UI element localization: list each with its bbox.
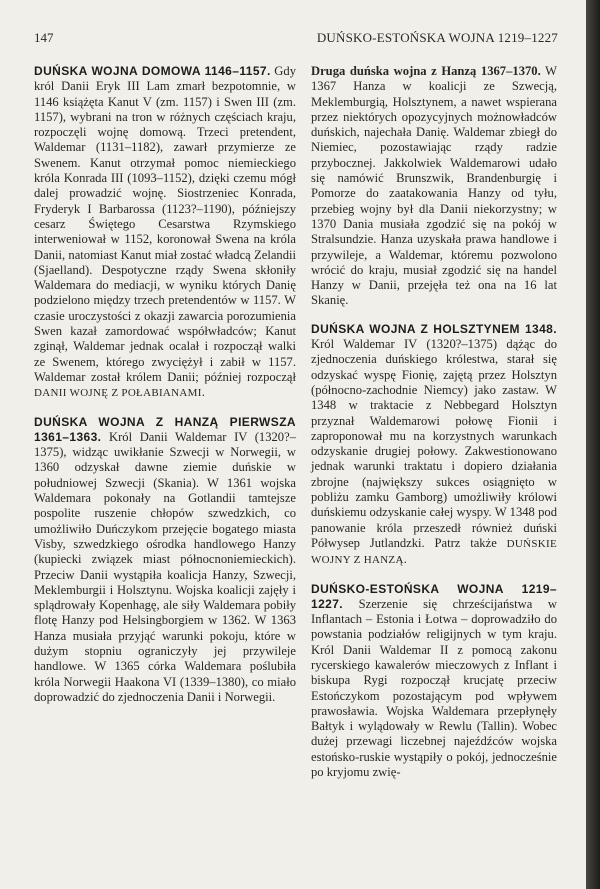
entry-title: DUŃSKA WOJNA Z HANZĄ PIERWSZA 1361–1363. [34,414,296,444]
left-column [34,64,296,718]
entry-text: Gdy król Danii Eryk III Lam zmarł bezpotomnie, w 1146 książęta Kanut V (zm. 1157) i Swen III (zm. 1157), wybrani na tron w różnych częściach kraju, rozpoczęli wojnę domową. Trzeci pretendent, Waldemar (1131–1182), zawarł przymierze ze Swenem. Kanut otrzymał pomoc niemieckiego króla Konrada III (1093–1152), dzięki czemu mógł dalej prowadzić wojnę. Siostrzeniec Konrada, Fryderyk I Barbarossa (1123?–1190), późniejszy cesarz Świętego Cesarstwa Rzymskiego interweniował w 1152, koronował Swena na króla Danii, natomiast Kanut miał zostać władcą Zelandii (Sjaelland). Despotyczne rządy Swena skłoniły Waldemara do mediacji, w wyniku których Danię podzielono między trzech pretendentów w 1157. W czasie uroczystości z okazji zawarcia porozumienia Swen kazał zamordować współwładców; Kanut zginął, Waldemar jednak ocalał i rozpoczął walki ze Swenem, którego zwyciężył i zabił w 1157. Waldemar został królem Danii; później rozpoczął [34,64,296,384]
right-column [311,64,557,793]
entry-title: DUŃSKO-ESTOŃSKA WOJNA 1219–1227. [311,581,557,611]
entry-dunsko-estonska-wojna [311,582,557,781]
entry-dunska-wojna-z-holsztynem [311,322,557,569]
entry-dunska-wojna-domowa [34,64,296,402]
entry-dunska-wojna-z-hanza [34,415,296,706]
entry-text: Król Danii Waldemar IV (1320?–1375), widząc uwikłanie Szwecji w Norwegii, w 1360 odzyskał dawne ziemie duńskie w południowej Szwecji (Skania). W 1361 wojska Waldemara pokonały na Gotlandii tamtejsze pospolite ruszenie chłopów szwedzkich, co umożliwiło Duńczykom przejęcie bogatego miasta Visby, szwedzkiego ośrodka handlowego Hanzy (kupiecki związek miast północnoniemieckich). Przeciw Danii wystąpiła koalicja Hanzy, Szwecji, Meklemburgii i Holsztynu. Wojska koalicji zajęły i splądrowały Kopenhagę, ale siły Waldemara pobiły flotę Hanzy pod Helsingborgiem w 1362. W 1363 Hanza musiała przyjąć warunki pokoju, które w dużym stopniu ograniczyły jej przywileje handlowe. W 1365 córka Waldemara poślubiła króla Norwegii Haakona VI (1339–1380), co miało doprowadzić do zjednoczenia Danii i Norwegii. [34,429,296,704]
entry-subtitle: Druga duńska wojna z Hanzą 1367–1370. [311,64,541,78]
book-spine [586,0,600,889]
entry-end: . [403,552,407,567]
entry-druga-wojna-z-hanza [311,64,557,309]
entry-title: DUŃSKA WOJNA Z HOLSZTYNEM 1348. [311,321,557,336]
entry-title: DUŃSKA WOJNA DOMOWA 1146–1157. [34,64,271,78]
entry-end: . [201,385,205,400]
cross-reference: DANII WOJNĘ Z POŁABIANAMI [34,387,202,400]
page-number: 147 [34,30,54,45]
entry-text: W 1367 Hanza w koalicji ze Szwecją, Meklemburgią, Holsztynem, a nawet wspierana przez niektórych opozycyjnych możnowładców duńskich, najechała Danię. Waldemar zbiegł do Niemiec, pozostawiając rządy radzie przybocznej. Jakkolwiek Waldemarowi udało się namówić Brunszwik, Brandenburgię i Pomorze do zaatakowania Hanzy od tyłu, przebieg wojny był dla Danii niekorzystny; w 1370 Dania musiała zgodzić się na pokój w Stralsundzie. Hanza uzyskała prawa handlowe i przywileje, a Waldemar, któremu pozwolono wrócić do kraju, musiał zgodzić się na handel Hanzy w Danii, przejęła też ona na 16 lat Skanię. [311,64,557,308]
entry-text: Król Waldemar IV (1320?–1375) dążąc do zjednoczenia duńskiego królestwa, starał się odzyskać wyspę Fionię, zajętą przez Holsztyn (północno-zachodnie Niemcy) jako zastaw. W 1348 w traktacie z Nebbegard Holsztyn przyznał Waldemarowi połowę Fionii i zaproponował mu na korzystnych warunkach odzyskanie drugiej połowy. Zakwestionowano jednak warunki traktatu i dopiero działania zbrojne (największy sukces osiągnięto w pobliżu zamku Gamborg) umożliwiły królowi duńskiemu odzyskanie całej wyspy. W 1348 pod panowanie króla przeszedł również duński Półwysep Jutlandzki. Patrz także [311,337,557,550]
running-head: DUŃSKO-ESTOŃSKA WOJNA 1219–1227 [316,30,558,45]
page-header [34,30,558,50]
entry-text: Szerzenie się chrześcijaństwa w Inflantach – Estonia i Łotwa – doprowadziło do powstania podziałów religijnych w tym kraju. Król Danii Waldemar II z pomocą zakonu rycerskiego kawalerów mieczowych z Inflant i biskupa Rygi rozpoczął krucjatę przeciw Estończykom pozostającym pod wpływem prawosławia. Wojska Waldemara przepłynęły Bałtyk i wylądowały w Rewlu (Tallin). Wobec dużej przewagi liczebnej najeźdźców wojska estońsko-ruskie wystąpiły o pokój, jednocześnie po kryjomu zwię- [311,596,557,780]
cross-reference: DUŃSKIE WOJNY Z HANZĄ [311,537,558,567]
